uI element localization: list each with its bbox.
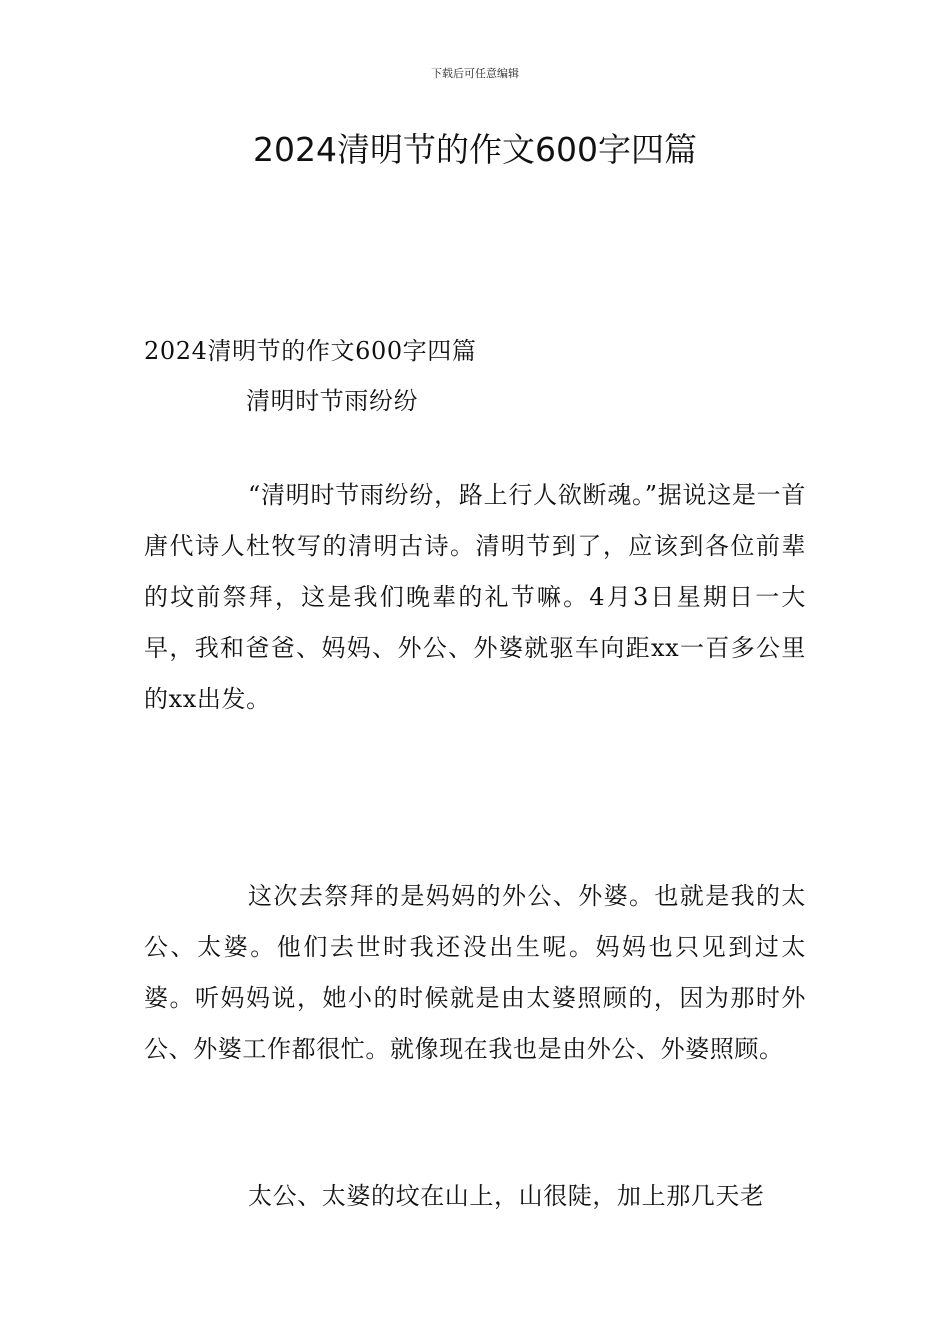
paragraph: 这次去祭拜的是妈妈的外公、外婆。也就是我的太公、太婆。他们去世时我还没出生呢。妈妈也只见到过太婆。听妈妈说，她小的时候就是由太婆照顾的，因为那时外公、外婆工作都很忙。就像现在我也是由外公、外婆照顾。	[144, 882, 806, 1063]
paragraph: 太公、太婆的坟在山上，山很陡，加上那几天老	[248, 1182, 765, 1210]
section-title: 清明时节雨纷纷	[246, 387, 419, 415]
header-note: 下载后可任意编辑	[431, 67, 519, 80]
document-subtitle: 2024清明节的作文600字四篇	[144, 337, 477, 365]
paragraph: “清明时节雨纷纷，路上行人欲断魂。”据说这是一首唐代诗人杜牧写的清明古诗。清明节到了，应该到各位前辈的坟前祭拜，这是我们晚辈的礼节嘛。4月3日星期日一大早，我和爸爸、妈妈、外公、外婆就驱车向距xx一百多公里的xx出发。	[144, 481, 806, 713]
document-title: 2024清明节的作文600字四篇	[253, 130, 697, 169]
